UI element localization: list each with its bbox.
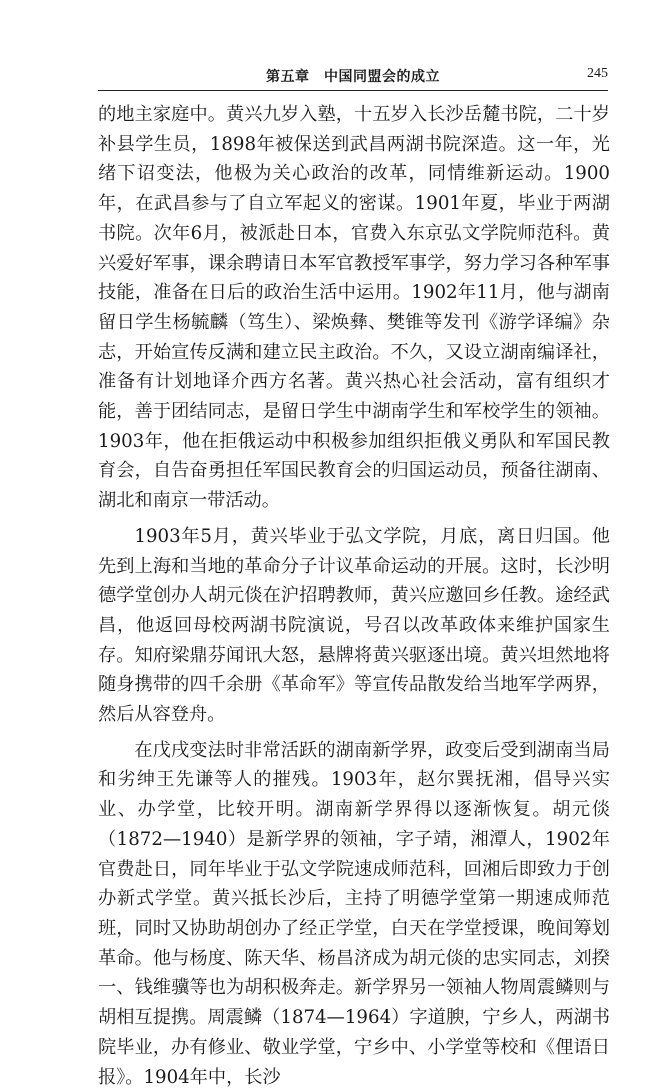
chapter-title: 第五章 中国同盟会的成立 bbox=[266, 69, 440, 85]
body-text bbox=[98, 100, 610, 1092]
paragraph-continued: 的地主家庭中。黄兴九岁入塾，十五岁入长沙岳麓书院，二十岁补县学生员，1898年被保送到武昌两湖书院深造。这一年，光绪下诏变法，他极为关心政治的改革，同情维新运动。1900年，在武昌参与了自立军起义的密谋。1901年夏，毕业于两湖书院。次年6月，被派赴日本，官费入东京弘文学院师范科。黄兴爱好军事，课余聘请日本军官教授军事学，努力学习各种军事技能，准备在日后的政治生活中运用。1902年11月，他与湖南留日学生杨毓麟（笃生）、梁焕彝、樊锥等发刊《游学译编》杂志，开始宣传反满和建立民主政治。不久，又设立湖南编译社，准备有计划地译介西方名著。黄兴热心社会活动，富有组织才能，善于团结同志，是留日学生中湖南学生和军校学生的领袖。1903年，他在拒俄运动中积极参加组织拒俄义勇队和军国民教育会，自告奋勇担任军国民教育会的归国运动员，预备往湖南、湖北和南京一带活动。 bbox=[98, 104, 610, 512]
paragraph: 1903年5月，黄兴毕业于弘文学院，月底，离日归国。他先到上海和当地的革命分子计议革命运动的开展。这时，长沙明德学堂创办人胡元倓在沪招聘教师，黄兴应邀回乡任教。途经武昌，他返回母校两湖书院演说，号召以改革政体来维护国家生存。知府梁鼎芬闻讯大怒，悬牌将黄兴驱逐出境。黄兴坦然地将随身携带的四千余册《革命军》等宣传品散发给当地军学两界，然后从容登舟。 bbox=[98, 525, 610, 726]
page-number: 245 bbox=[587, 66, 608, 81]
paragraph: 在戊戌变法时非常活跃的湖南新学界，政变后受到湖南当局和劣绅王先谦等人的摧残。1903年，赵尔巽抚湘，倡导兴实业、办学堂，比较开明。湖南新学界得以逐渐恢复。胡元倓（1872—1940）是新学界的领袖，字子靖，湘潭人，1902年官费赴日，同年毕业于弘文学院速成师范科，回湘后即致力于创办新式学堂。黄兴抵长沙后，主持了明德学堂第一期速成师范班，同时又协助胡创办了经正学堂，白天在学堂授课，晚间筹划革命。他与杨度、陈天华、杨昌济成为胡元倓的忠实同志，刘揆一、钱维骥等也为胡积极奔走。新学界另一领袖人物周震鳞则与胡相互提携。周震鳞（1874—1964）字道腴，宁乡人，两湖书院毕业，办有修业、敬业学堂，宁乡中、小学堂等校和《俚语日报》。1904年中，长沙 bbox=[98, 739, 610, 1088]
running-header bbox=[98, 64, 608, 91]
